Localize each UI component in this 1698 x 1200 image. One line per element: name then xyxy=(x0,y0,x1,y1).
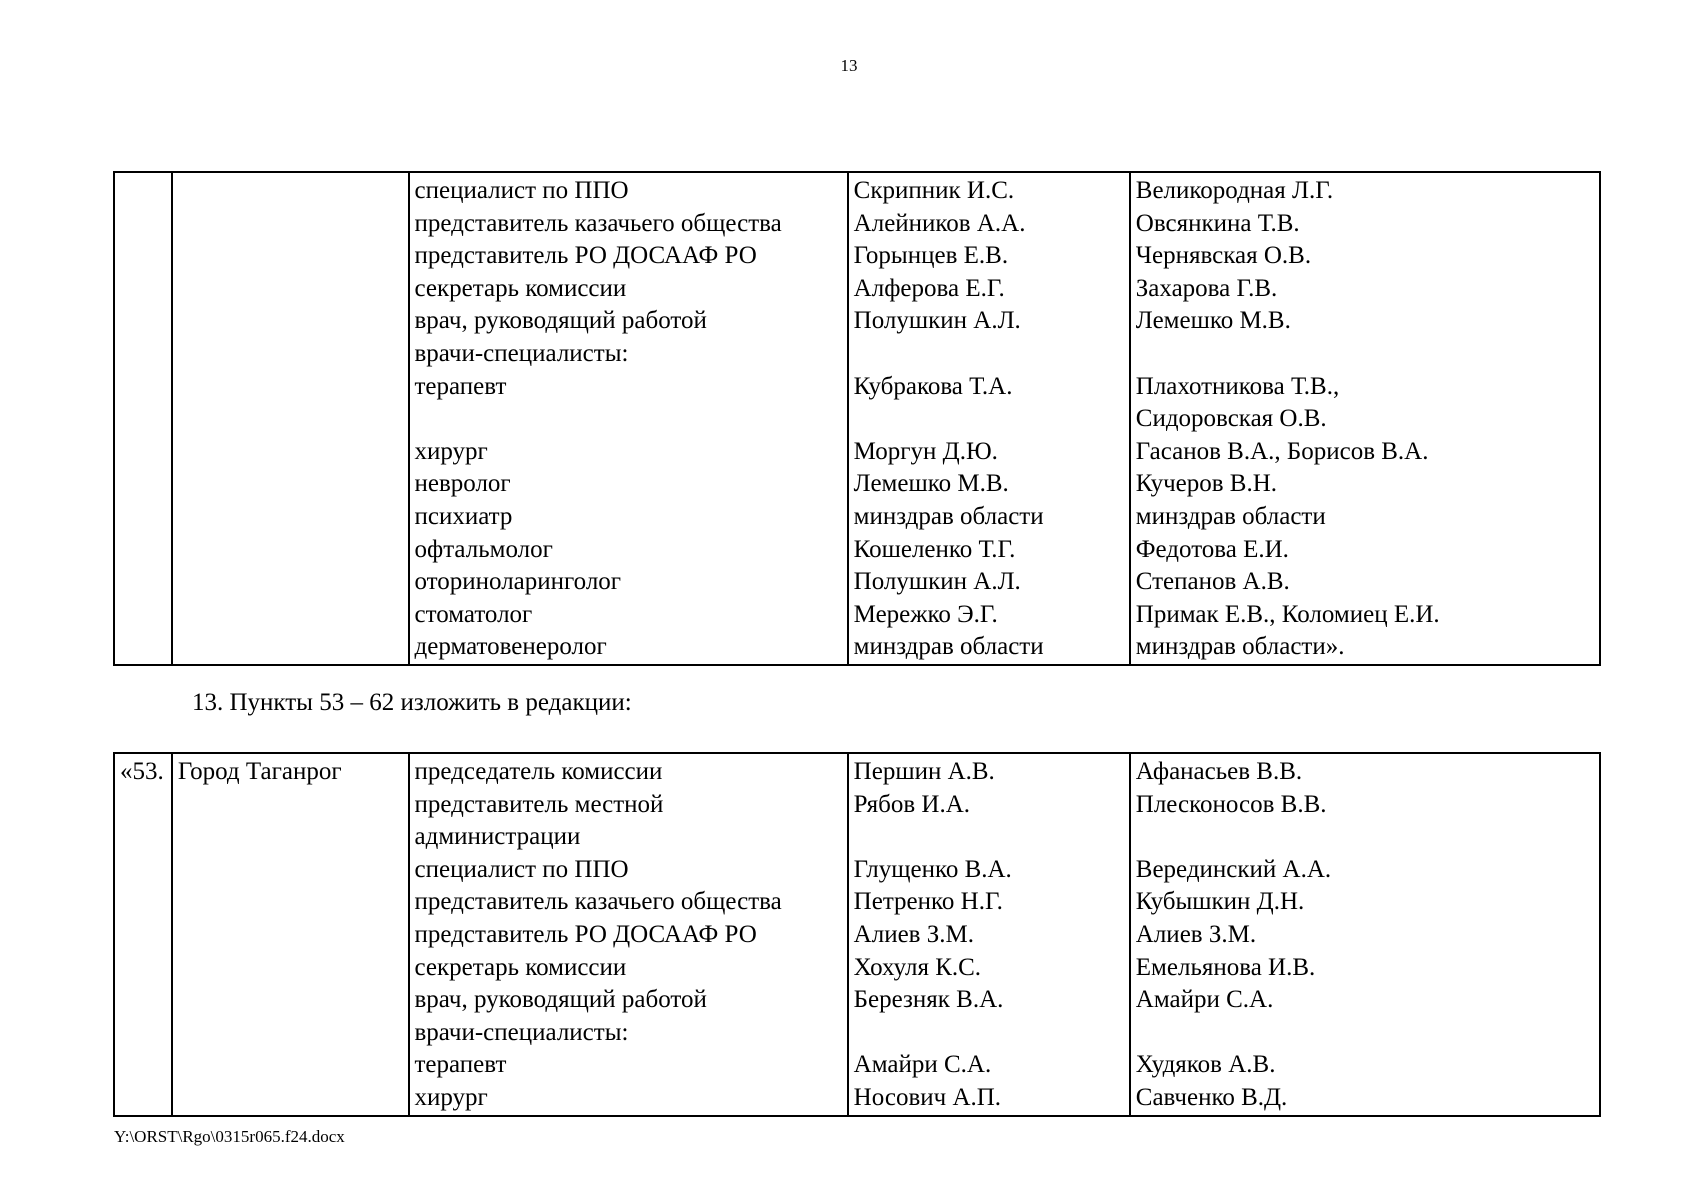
number-line xyxy=(120,338,166,371)
city-line xyxy=(178,534,403,567)
number-line xyxy=(120,501,166,534)
role-line: оториноларинголог xyxy=(414,568,622,596)
city-line xyxy=(178,1049,403,1082)
reserve-member-line: Кубышкин Д.Н. xyxy=(1135,888,1305,916)
number-line xyxy=(120,208,166,241)
main-member-line: Мережко Э.Г. xyxy=(853,600,998,628)
main-member-line xyxy=(854,1017,1124,1050)
number-line xyxy=(120,599,166,632)
role-line: врач, руководящий работой xyxy=(414,986,707,1014)
city-line xyxy=(178,273,403,306)
role-line: психиатр xyxy=(414,502,513,530)
commission-table-taganrog xyxy=(113,752,1601,1117)
main-member-line: Полушкин А.Л. xyxy=(853,568,1021,596)
role-line: врачи-специалисты: xyxy=(414,339,629,367)
city-line xyxy=(178,886,403,919)
reserve-member-line: Лемешко М.В. xyxy=(1135,307,1291,335)
main-member-line: Кубракова Т.А. xyxy=(853,372,1013,400)
reserve-member-line: Гасанов В.А., Борисов В.А. xyxy=(1135,437,1429,465)
number-line xyxy=(120,1082,166,1115)
reserve-member-line xyxy=(1136,1017,1594,1050)
role-line: специалист по ППО xyxy=(414,177,629,204)
number-line: «53. xyxy=(120,758,164,785)
main-member-line xyxy=(854,338,1124,371)
number-line xyxy=(120,240,166,273)
main-member-line: Лемешко М.В. xyxy=(853,470,1009,498)
city-line xyxy=(178,952,403,985)
city-line: Город Таганрог xyxy=(177,758,342,785)
city-line xyxy=(178,919,403,952)
role-cell xyxy=(409,172,848,665)
role-cell xyxy=(409,753,848,1116)
number-line xyxy=(120,371,166,404)
commission-table-continued xyxy=(113,171,1601,666)
city-line xyxy=(178,854,403,887)
main-member-cell xyxy=(848,172,1130,665)
main-member-line: Амайри С.А. xyxy=(853,1051,992,1079)
role-line: представитель казачьего общества xyxy=(414,888,782,916)
main-member-line: минздрав области xyxy=(853,502,1044,530)
table-row xyxy=(114,753,1600,1116)
reserve-member-line: Захарова Г.В. xyxy=(1135,274,1278,302)
city-cell xyxy=(172,753,409,1116)
main-member-line: Березняк В.А. xyxy=(853,986,1004,1014)
number-line xyxy=(120,952,166,985)
reserve-member-line: Кучеров В.Н. xyxy=(1135,470,1278,498)
role-line: терапевт xyxy=(414,372,507,400)
reserve-member-line: Савченко В.Д. xyxy=(1135,1083,1288,1111)
city-line xyxy=(178,468,403,501)
main-member-line: минздрав области xyxy=(853,633,1044,661)
role-line: хирург xyxy=(414,1083,488,1111)
main-member-line: Рябов И.А. xyxy=(853,790,971,818)
main-member-line: Носович А.П. xyxy=(853,1083,1002,1111)
amendment-paragraph: 13. Пункты 53 – 62 изложить в редакции: xyxy=(192,689,632,716)
city-cell xyxy=(172,172,409,665)
reserve-member-line xyxy=(1136,821,1594,854)
number-cell xyxy=(114,172,172,665)
role-line: представитель РО ДОСААФ РО xyxy=(414,242,757,270)
main-member-line: Алферова Е.Г. xyxy=(853,274,1005,302)
number-line xyxy=(120,886,166,919)
reserve-member-line: Алиев З.М. xyxy=(1135,920,1257,948)
role-line: хирург xyxy=(414,437,488,465)
reserve-member-line: Плахотникова Т.В., xyxy=(1135,372,1340,400)
reserve-member-line: минздрав области». xyxy=(1135,633,1345,661)
reserve-member-cell xyxy=(1130,172,1600,665)
role-line: секретарь комиссии xyxy=(414,953,627,981)
role-line: врач, руководящий работой xyxy=(414,307,707,335)
city-line xyxy=(178,208,403,241)
city-line xyxy=(178,501,403,534)
city-line xyxy=(178,338,403,371)
main-member-line: Алиев З.М. xyxy=(853,920,974,948)
main-member-line: Кошеленко Т.Г. xyxy=(853,535,1016,563)
reserve-member-cell xyxy=(1130,753,1600,1116)
main-member-line: Полушкин А.Л. xyxy=(853,307,1021,335)
number-line xyxy=(120,1049,166,1082)
reserve-member-line xyxy=(1136,338,1594,371)
main-member-line: Скрипник И.С. xyxy=(853,177,1015,204)
role-line: офтальмолог xyxy=(414,535,553,563)
role-line xyxy=(415,403,842,436)
role-line: секретарь комиссии xyxy=(414,274,627,302)
role-line: специалист по ППО xyxy=(414,855,629,883)
number-line xyxy=(120,566,166,599)
city-line xyxy=(178,599,403,632)
role-line: администрации xyxy=(414,823,581,851)
number-line xyxy=(120,175,166,208)
role-line: представитель местной xyxy=(414,790,664,818)
city-line xyxy=(178,821,403,854)
reserve-member-line: Чернявская О.В. xyxy=(1135,242,1312,270)
city-line xyxy=(178,436,403,469)
role-line: представитель казачьего общества xyxy=(414,209,782,237)
number-line xyxy=(120,436,166,469)
city-line xyxy=(178,305,403,338)
main-member-line: Горынцев Е.В. xyxy=(853,242,1009,270)
role-line: дерматовенеролог xyxy=(414,633,607,661)
number-line xyxy=(120,1017,166,1050)
number-line xyxy=(120,305,166,338)
role-line: терапевт xyxy=(414,1051,507,1079)
reserve-member-line: Сидоровская О.В. xyxy=(1135,405,1327,433)
role-line: врачи-специалисты: xyxy=(414,1018,629,1046)
city-line xyxy=(178,371,403,404)
reserve-member-line: Примак Е.В., Коломиец Е.И. xyxy=(1135,600,1440,628)
city-line xyxy=(178,631,403,664)
reserve-member-line: Степанов А.В. xyxy=(1135,568,1290,596)
city-line xyxy=(178,1082,403,1115)
city-line xyxy=(178,566,403,599)
main-member-line: Алейников А.А. xyxy=(853,209,1026,237)
number-line xyxy=(120,821,166,854)
reserve-member-line: Верединский А.А. xyxy=(1135,855,1332,883)
main-member-cell xyxy=(848,753,1130,1116)
role-line: представитель РО ДОСААФ РО xyxy=(414,920,757,948)
role-line: стоматолог xyxy=(414,600,533,628)
reserve-member-line: Емельянова И.В. xyxy=(1135,953,1316,981)
number-line xyxy=(120,403,166,436)
reserve-member-line: Афанасьев В.В. xyxy=(1135,758,1303,785)
main-member-line: Хохуля К.С. xyxy=(853,953,982,981)
role-line: председатель комиссии xyxy=(414,758,663,785)
reserve-member-line: Худяков А.В. xyxy=(1135,1051,1276,1079)
reserve-member-line: Федотова Е.И. xyxy=(1135,535,1289,563)
city-line xyxy=(178,240,403,273)
number-cell xyxy=(114,753,172,1116)
number-line xyxy=(120,854,166,887)
number-line xyxy=(120,789,166,822)
table-row xyxy=(114,172,1600,665)
city-line xyxy=(178,984,403,1017)
main-member-line: Глущенко В.А. xyxy=(853,855,1012,883)
main-member-line: Петренко Н.Г. xyxy=(853,888,1003,916)
role-line: невролог xyxy=(414,470,511,498)
file-path-footer: Y:\ORST\Rgo\0315r065.f24.docx xyxy=(114,1127,345,1146)
page-number: 13 xyxy=(840,56,858,75)
reserve-member-line: Амайри С.А. xyxy=(1135,986,1274,1014)
main-member-line: Першин А.В. xyxy=(853,758,995,785)
main-member-line: Моргун Д.Ю. xyxy=(853,437,998,465)
number-line xyxy=(120,534,166,567)
city-line xyxy=(178,175,403,208)
number-line xyxy=(120,919,166,952)
city-line xyxy=(178,789,403,822)
main-member-line xyxy=(854,403,1124,436)
reserve-member-line: Овсянкина Т.В. xyxy=(1135,209,1300,237)
number-line xyxy=(120,984,166,1017)
reserve-member-line: Плесконосов В.В. xyxy=(1135,790,1327,818)
number-line xyxy=(120,631,166,664)
reserve-member-line: минздрав области xyxy=(1135,502,1326,530)
number-line xyxy=(120,468,166,501)
reserve-member-line: Великородная Л.Г. xyxy=(1135,177,1334,204)
main-member-line xyxy=(854,821,1124,854)
city-line xyxy=(178,403,403,436)
city-line xyxy=(178,1017,403,1050)
number-line xyxy=(120,273,166,306)
